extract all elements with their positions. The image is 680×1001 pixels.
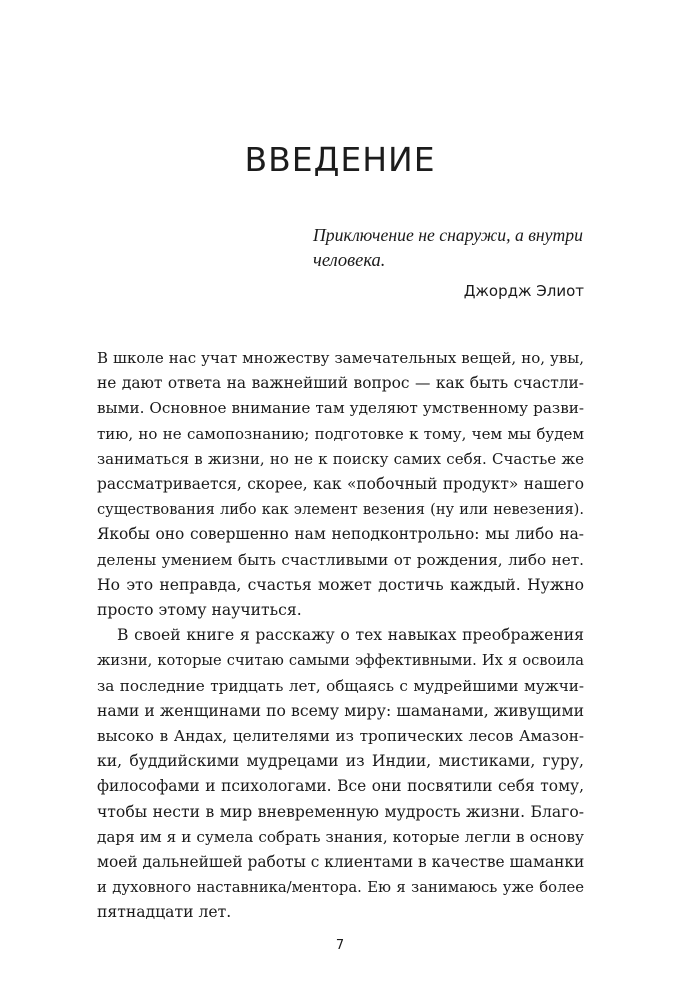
page-number: 7 [335, 938, 345, 953]
text-line: не дают ответа на важнейший вопрос — как быть счастли- [97, 374, 584, 393]
text-line: даря им я и сумела собрать знания, которые легли в основу [97, 827, 584, 846]
text-line: чтобы нести в мир вневременную мудрость жизни. Благо- [97, 802, 584, 821]
text-line: ки, буддийскими мудрецами из Индии, мистиками, гуру, [97, 752, 584, 771]
text-line: жизни, которые считаю самыми эффективными. Их я освоила [97, 652, 584, 670]
text-line: нами и женщинами по всему миру: шаманами, живущими [97, 701, 584, 720]
text-line: рассматривается, скорее, как «побочный продукт» нашего [97, 475, 584, 494]
epigraph-author: Джордж Элиот [463, 282, 584, 300]
text-line: делены умением быть счастливыми от рождения, либо нет. [97, 550, 584, 569]
text-line: тию, но не самопознанию; подготовке к тому, чем мы будем [97, 424, 584, 443]
text-line: выми. Основное внимание там уделяют умственному разви- [97, 399, 584, 418]
paragraph-1 [97, 346, 584, 623]
paragraph-2 [97, 623, 584, 925]
epigraph-quote [313, 222, 583, 274]
text-line: и духовного наставника/ментора. Ею я занимаюсь уже более [97, 879, 584, 897]
text-line: В школе нас учат множеству замечательных вещей, но, увы, [97, 349, 584, 367]
text-line: высоко в Андах, целителями из тропических лесов Амазон- [97, 727, 584, 746]
chapter-title: ВВЕДЕНИЕ [244, 140, 436, 179]
text-line: В своей книге я расскажу о тех навыках преображения [117, 626, 584, 645]
text-line: моей дальнейшей работы с клиентами в качестве шаманки [97, 853, 585, 872]
text-line: просто этому научиться. [97, 601, 302, 620]
text-line: философами и психологами. Все они посвятили себя тому, [97, 777, 584, 796]
epigraph-line: Приключение не снаружи, а внутри [313, 225, 583, 245]
text-line: Якобы оно совершенно нам неподконтрольно: мы либо на- [97, 525, 584, 544]
text-line: существования либо как элемент везения (ну или невезения). [97, 501, 584, 519]
text-line: за последние тридцать лет, общаясь с мудрейшими мужчи- [97, 676, 584, 695]
epigraph-line: человека. [313, 251, 386, 271]
text-line: Но это неправда, счастья может достичь каждый. Нужно [97, 575, 584, 594]
body-text [97, 346, 584, 926]
text-line: заниматься в жизни, но не к поиску самих себя. Счастье же [97, 449, 584, 468]
text-line: пятнадцати лет. [97, 903, 232, 922]
